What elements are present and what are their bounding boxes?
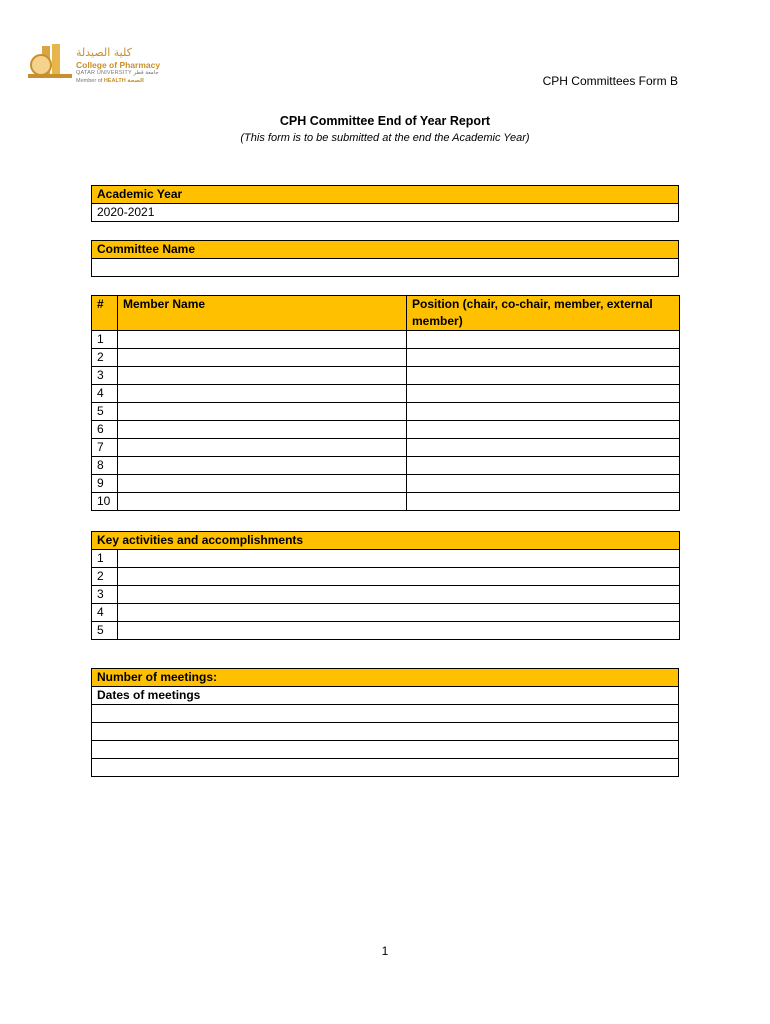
college-logo xyxy=(28,44,178,88)
academic-year-value[interactable]: 2020-2021 xyxy=(92,204,679,222)
member-name-cell[interactable] xyxy=(118,475,407,493)
meeting-date-cell[interactable] xyxy=(92,705,679,723)
table-row: 1 xyxy=(92,331,680,349)
activity-cell[interactable] xyxy=(118,550,680,568)
table-row: 9 xyxy=(92,475,680,493)
committee-name-label: Committee Name xyxy=(92,241,679,259)
table-row: 4 xyxy=(92,385,680,403)
table-row: 1 xyxy=(92,550,680,568)
member-name-cell[interactable] xyxy=(118,421,407,439)
academic-year-table xyxy=(91,185,679,222)
member-position-cell[interactable] xyxy=(407,331,680,349)
member-position-cell[interactable] xyxy=(407,475,680,493)
academic-year-label: Academic Year xyxy=(92,186,679,204)
member-position-cell[interactable] xyxy=(407,421,680,439)
logo-arabic-text: كلية الصيدلة xyxy=(76,46,132,59)
table-row: 2 xyxy=(92,568,680,586)
activities-label: Key activities and accomplishments xyxy=(92,532,680,550)
table-row: 3 xyxy=(92,367,680,385)
members-col-num: # xyxy=(92,296,118,331)
logo-ministry-text: Member of HEALTH الصحة xyxy=(76,78,144,84)
table-row: 7 xyxy=(92,439,680,457)
table-row: 10 xyxy=(92,493,680,511)
activity-cell[interactable] xyxy=(118,568,680,586)
table-row: 4 xyxy=(92,604,680,622)
activity-cell[interactable] xyxy=(118,622,680,640)
member-position-cell[interactable] xyxy=(407,349,680,367)
member-position-cell[interactable] xyxy=(407,457,680,475)
member-name-cell[interactable] xyxy=(118,439,407,457)
committee-name-field[interactable] xyxy=(92,259,679,277)
members-col-name: Member Name xyxy=(118,296,407,331)
activities-table xyxy=(91,531,680,640)
activity-cell[interactable] xyxy=(118,586,680,604)
member-name-cell[interactable] xyxy=(118,385,407,403)
member-name-cell[interactable] xyxy=(118,331,407,349)
meetings-count-label[interactable]: Number of meetings: xyxy=(92,669,679,687)
meeting-date-cell[interactable] xyxy=(92,741,679,759)
member-position-cell[interactable] xyxy=(407,403,680,421)
member-name-cell[interactable] xyxy=(118,403,407,421)
logo-english-text: College of Pharmacy xyxy=(76,60,161,70)
logo-university-text: QATAR UNIVERSITY جامعة قطر xyxy=(76,70,159,76)
table-row: 6 xyxy=(92,421,680,439)
member-position-cell[interactable] xyxy=(407,493,680,511)
meeting-date-cell[interactable] xyxy=(92,723,679,741)
logo-mark-icon xyxy=(28,44,74,84)
activity-cell[interactable] xyxy=(118,604,680,622)
member-name-cell[interactable] xyxy=(118,349,407,367)
members-col-position: Position (chair, co-chair, member, external member) xyxy=(407,296,680,331)
report-subtitle: (This form is to be submitted at the end the Academic Year) xyxy=(240,132,530,144)
meetings-dates-label: Dates of meetings xyxy=(92,687,679,705)
meeting-date-cell[interactable] xyxy=(92,759,679,777)
table-row: 3 xyxy=(92,586,680,604)
table-row: 2 xyxy=(92,349,680,367)
meetings-table xyxy=(91,668,679,777)
committee-name-table xyxy=(91,240,679,277)
report-title: CPH Committee End of Year Report xyxy=(279,114,491,128)
member-position-cell[interactable] xyxy=(407,367,680,385)
members-table xyxy=(91,295,680,511)
table-row: 8 xyxy=(92,457,680,475)
member-name-cell[interactable] xyxy=(118,457,407,475)
table-row: 5 xyxy=(92,403,680,421)
page-number: 1 xyxy=(381,944,389,958)
table-row: 5 xyxy=(92,622,680,640)
member-position-cell[interactable] xyxy=(407,439,680,457)
form-tag: CPH Committees Form B xyxy=(542,74,678,88)
member-name-cell[interactable] xyxy=(118,493,407,511)
member-name-cell[interactable] xyxy=(118,367,407,385)
member-position-cell[interactable] xyxy=(407,385,680,403)
